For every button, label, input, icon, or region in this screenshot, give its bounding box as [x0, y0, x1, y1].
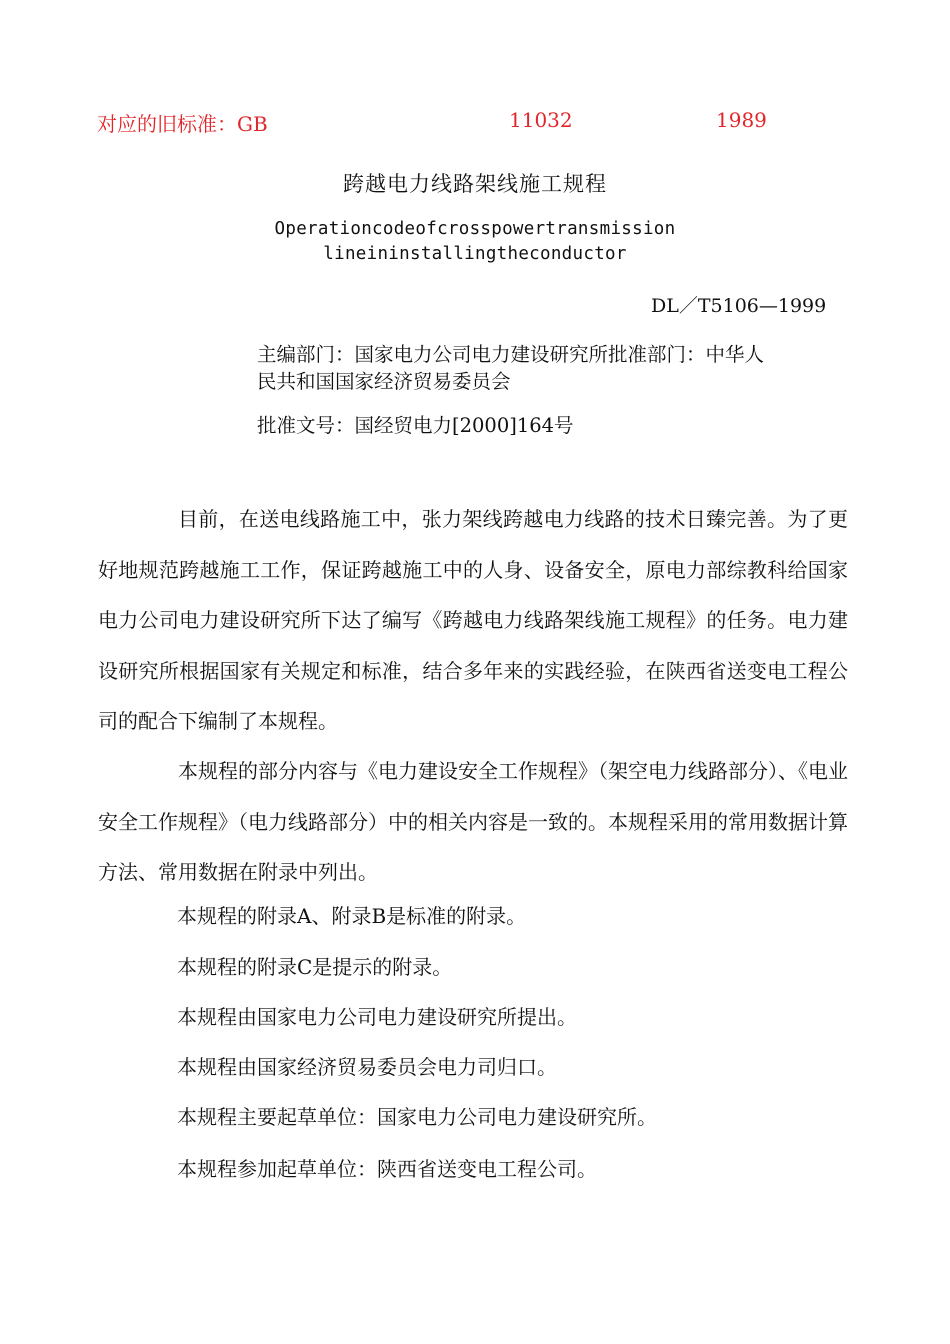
body-paragraph-1: 目前，在送电线路施工中，张力架线跨越电力线路的技术日臻完善。为了更好地规范跨越施工工作，保证跨越施工中的人身、设备安全，原电力部综教科给国家电力公司电力建设研究所下达了编写《跨越电力线路架线施工规程》的任务。电力建设研究所根据国家有关规定和标准，结合多年来的实践经验，在陕西省送变电工程公司的配合下编制了本规程。	[98, 507, 848, 733]
standard-code: DL／T5106—1999	[651, 295, 827, 317]
body-paragraph-2: 本规程的部分内容与《电力建设安全工作规程》（架空电力线路部分）、《电业安全工作规程》（电力线路部分）中的相关内容是一致的。本规程采用的常用数据计算方法、常用数据在附录中列出。	[98, 759, 848, 884]
english-title-line1: Operationcodeofcrosspowertransmission	[274, 219, 676, 239]
body-line-centralized: 本规程由国家经济贸易委员会电力司归口。	[177, 1055, 557, 1079]
old-standard-number: 11032	[509, 108, 573, 132]
old-standard-year: 1989	[716, 108, 767, 132]
english-title-line2: lineininstallingtheconductor	[323, 244, 627, 264]
body-line-appendix-ab: 本规程的附录A、附录B是标准的附录。	[177, 904, 527, 928]
editor-department-line2: 民共和国国家经济贸易委员会	[257, 370, 511, 393]
body-line-appendix-c: 本规程的附录C是提示的附录。	[177, 955, 453, 979]
approval-number: 批准文号：国经贸电力[2000]164号	[257, 414, 574, 437]
body-line-participating-drafter: 本规程参加起草单位：陕西省送变电工程公司。	[177, 1157, 597, 1181]
document-title: 跨越电力线路架线施工规程	[343, 172, 607, 196]
old-standard-label: 对应的旧标准：GB	[97, 112, 268, 136]
body-line-main-drafter: 本规程主要起草单位：国家电力公司电力建设研究所。	[177, 1105, 657, 1129]
editor-department-line1: 主编部门：国家电力公司电力建设研究所批准部门：中华人	[257, 343, 765, 366]
body-line-proposer: 本规程由国家电力公司电力建设研究所提出。	[177, 1005, 577, 1029]
